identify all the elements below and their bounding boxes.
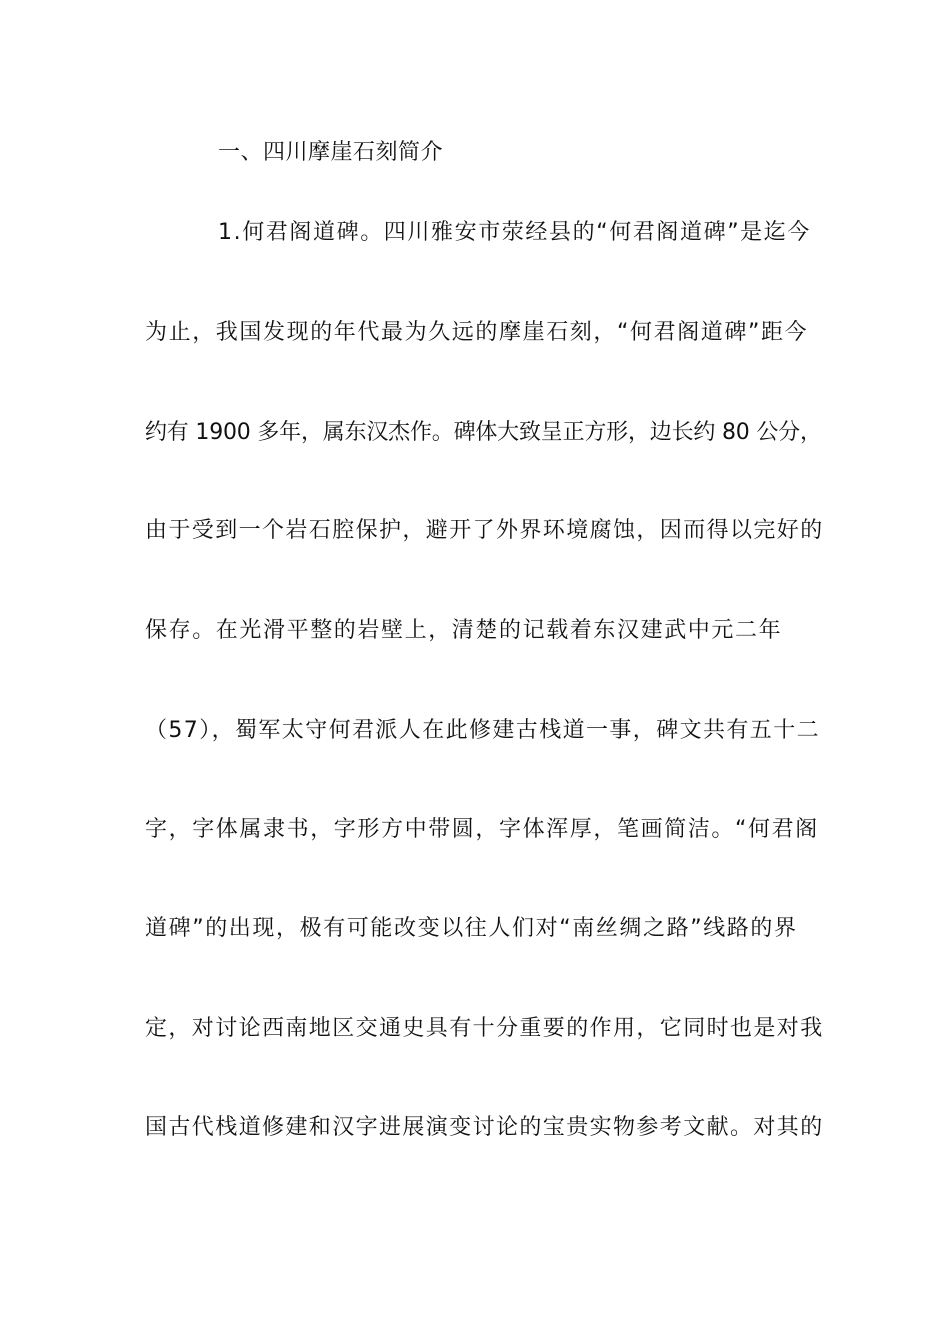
paragraph-line-4: 由于受到一个岩石腔保护，避开了外界环境腐蚀，因而得以完好的 — [145, 518, 824, 543]
paragraph-line-7: 字，字体属隶书，字形方中带圆，字体浑厚，笔画简洁。“何君阁 — [145, 817, 819, 842]
section-heading: 一、四川摩崖石刻简介 — [218, 140, 444, 165]
paragraph-line-6: （57），蜀军太守何君派人在此修建古栈道一事，碑文共有五十二 — [145, 718, 820, 743]
paragraph-line-2: 为止，我国发现的年代最为久远的摩崖石刻，“何君阁道碑”距今 — [145, 320, 809, 345]
paragraph-line-9: 定，对讨论西南地区交通史具有十分重要的作用，它同时也是对我 — [145, 1016, 824, 1041]
paragraph-line-3: 约有 1900 多年，属东汉杰作。碑体大致呈正方形，边长约 80 公分， — [145, 420, 822, 445]
paragraph-line-5: 保存。在光滑平整的岩壁上，清楚的记载着东汉建武中元二年 — [145, 618, 783, 643]
paragraph-line-1: 1.何君阁道碑。四川雅安市荥经县的“何君阁道碑”是迄今 — [218, 220, 811, 245]
paragraph-line-8: 道碑”的出现，极有可能改变以往人们对“南丝绸之路”线路的界 — [145, 916, 798, 941]
paragraph-line-10: 国古代栈道修建和汉字进展演变讨论的宝贵实物参考文献。对其的 — [145, 1115, 824, 1140]
